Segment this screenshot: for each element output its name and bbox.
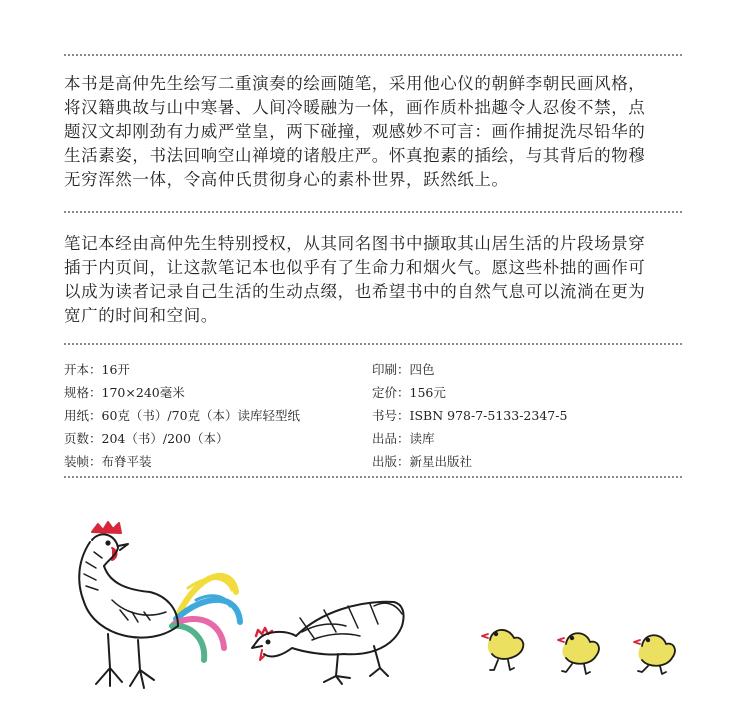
spec-size: 规格 ： 170×240毫米: [64, 381, 300, 404]
intro-line: 将汉籍典故与山中寒暑、人间冷暖融为一体，画作质朴拙趣令人忍俊不禁，点: [64, 98, 646, 117]
notebook-paragraph: [64, 232, 684, 328]
chick-icon: [634, 635, 675, 674]
spec-printing: 印刷 ： 四色: [372, 358, 567, 381]
intro-line: 题汉文却刚劲有力威严堂皇，两下碰撞，观感妙不可言：画作捕捉洗尽铅华的: [64, 122, 646, 141]
rooster-icon: [79, 522, 240, 688]
spec-paper: 用纸 ： 60克（书）/70克（本）读库轻型纸: [64, 404, 300, 427]
note-line: 宽广的时间和空间。: [64, 306, 218, 325]
spec-price: 定价 ： 156元: [372, 381, 567, 404]
intro-line: 生活素姿，书法回响空山禅境的诸般庄严。怀真抱素的插绘，与其背后的物穆: [64, 146, 646, 165]
spec-pages: 页数 ： 204（书）/200（本）: [64, 427, 300, 450]
spec-binding: 装帧 ： 布脊平装: [64, 450, 300, 473]
spec-isbn: 书号 ： ISBN 978-7-5133-2347-5: [372, 404, 567, 427]
intro-line: 本书是高仲先生绘写二重演奏的绘画随笔，采用他心仪的朝鲜李朝民画风格，: [64, 74, 646, 93]
spec-list-left: [64, 358, 300, 473]
spec-format: 开本 ： 16开: [64, 358, 300, 381]
spec-list-right: [372, 358, 567, 473]
divider-specs-top: [64, 343, 682, 345]
intro-line: 无穷浑然一体，令高仲氏贯彻身心的素朴世界，跃然纸上。: [64, 170, 509, 189]
chick-icon: [558, 633, 599, 674]
spec-producer: 出品 ： 读库: [372, 427, 567, 450]
spec-publisher: 出版 ： 新星出版社: [372, 450, 567, 473]
illustration-chickens: [0, 490, 750, 727]
chick-icon: [482, 630, 523, 670]
intro-paragraph: [64, 72, 684, 192]
divider-middle: [64, 211, 682, 213]
divider-top: [64, 54, 682, 56]
hen-icon: [252, 602, 404, 684]
note-line: 以成为读者记录自己生活的生动点缀，也希望书中的自然气息可以流淌在更为: [64, 282, 646, 301]
divider-specs-bottom: [64, 476, 682, 478]
note-line: 笔记本经由高仲先生特别授权，从其同名图书中撷取其山居生活的片段场景穿: [64, 234, 646, 253]
note-line: 插于内页间，让这款笔记本也似乎有了生命力和烟火气。愿这些朴拙的画作可: [64, 258, 646, 277]
